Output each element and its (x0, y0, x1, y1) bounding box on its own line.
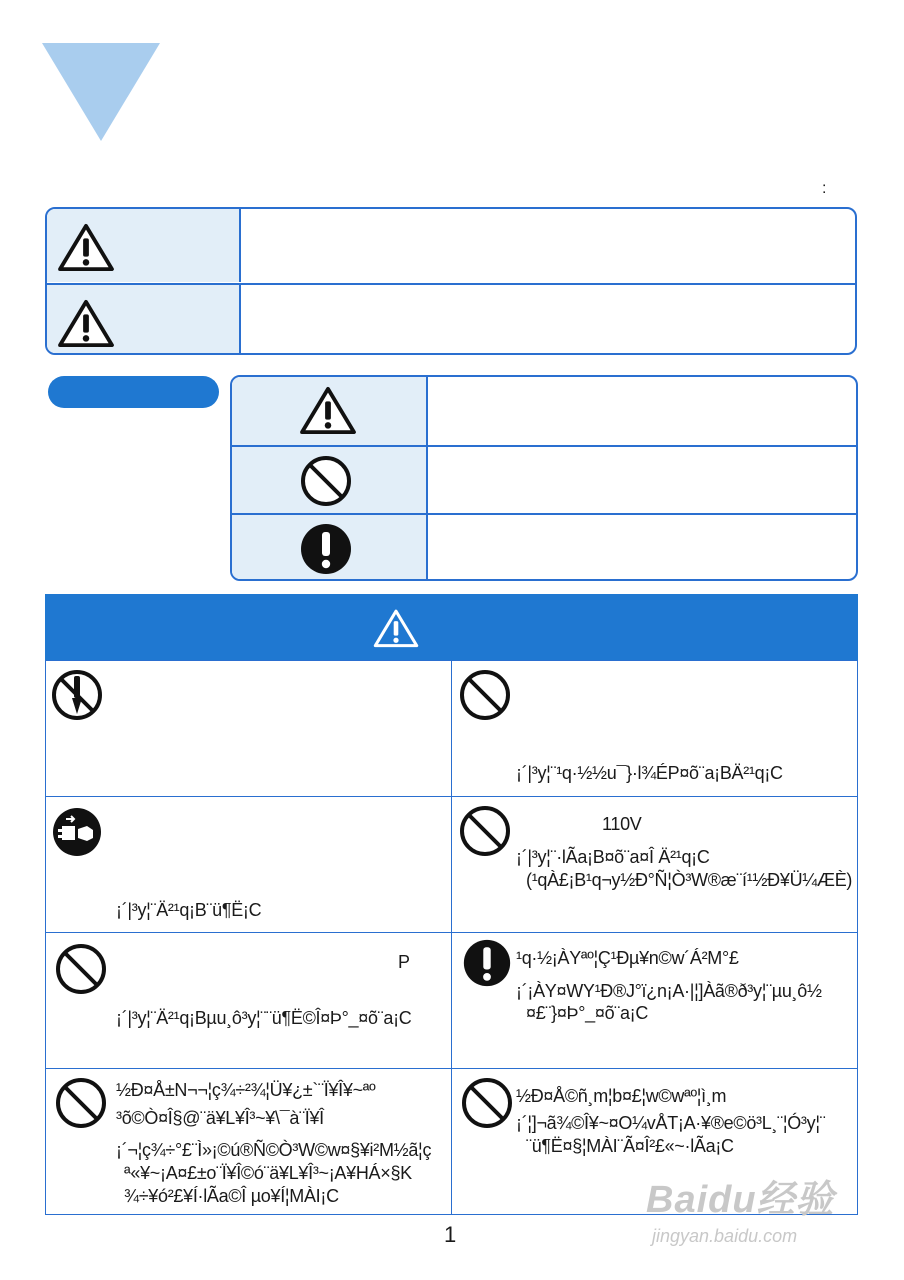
legend-row-caution (232, 377, 856, 445)
warning-text-line: ¡´|³y¦¨Ä²¹q¡Bµu¸ô³y¦¨¨ü¶Ë©Î¤Þ°_¤õ¨a¡C (116, 1008, 412, 1028)
mandatory-action-icon (299, 522, 353, 576)
signal-word-box (45, 207, 857, 355)
no-disassembly-icon (50, 668, 104, 722)
legend-icon-cell (232, 515, 428, 581)
warning-text-line: ¡´¡ÀY¤WY¹Ð®J°ï¿n¡A·|¦]Àã®ð³y¦¨µu¸ô½ (516, 981, 822, 1001)
warning-text-line: ¡´|³y¦¨·lÃa¡B¤õ¨a¤Î Ä²¹q¡C (516, 847, 710, 867)
baidu-watermark (640, 1168, 890, 1278)
warning-text-line: ¹q·½¡ÀYªº¦Ç¹Ðµ¥n©w´Á²M°£ (516, 948, 739, 968)
warning-triangle-icon (299, 385, 357, 435)
prohibition-icon (54, 942, 108, 996)
warning-text-line: ¡´|³y¦¨Ä²¹q¡B¨ü¶Ë¡C (116, 900, 262, 920)
warning-text-line: ¾÷¥ó²£¥Í·lÃa©Î µo¥Í¦MÀI¡C (124, 1186, 339, 1206)
warning-text-line: ¨ü¶Ë¤§¦MÀI¨Ã¤Î²£«~·lÃa¡C (526, 1136, 734, 1156)
table-divider (45, 1068, 858, 1069)
warning-text-line: ¡´¬¦ç¾÷°£¨Ì»¡©ú®Ñ©Ò³W©w¤§¥i²M½ã¦ç (116, 1140, 432, 1160)
table-divider (45, 796, 858, 797)
table-divider (45, 932, 858, 933)
page-number: 1 (444, 1222, 457, 1247)
symbols-label-pill (48, 376, 219, 408)
signal-icon-cell (47, 285, 241, 355)
unplug-icon (52, 807, 102, 857)
warning-text-line: (¹qÀ£¡B¹q¬y½Ð°Ñ¦Ò³W®æ¨í¹½Ð¥Ü¼ÆÈ) (526, 870, 853, 890)
warning-text-line: ½Ð¤Å±N¬¬¦ç¾÷²¾¦Ü¥¿±`¨Ï¥Î¥~ªº (116, 1080, 376, 1100)
warning-triangle-icon (57, 222, 115, 272)
watermark-logo-text: Baidu经验 (646, 1179, 835, 1221)
plug-mark: P (398, 952, 410, 972)
signal-row-warning (47, 209, 855, 282)
warning-text-line: ¤£¨}¤Þ°_¤õ¨a¡C (526, 1003, 649, 1023)
warning-text-line: ³õ©Ò¤Î§@¨ä¥L¥Î³~¥\¯à¨Ï¥Î (116, 1108, 324, 1128)
mandatory-action-icon (462, 938, 512, 988)
signal-row-caution (47, 283, 855, 355)
warning-text-line: ¡´|³y¦¨¹q·½½u¯}·l¾ÉP¤õ¨a¡BÄ²¹q¡C (516, 763, 783, 783)
prohibition-icon (54, 1076, 108, 1130)
warning-table-header (45, 594, 858, 660)
watermark-url: jingyan.baidu.com (652, 1226, 798, 1246)
signal-icon-cell (47, 209, 241, 282)
legend-row-mandatory (232, 513, 856, 581)
corner-triangle-icon (42, 43, 160, 141)
prohibition-icon (458, 804, 512, 858)
colon-mark: : (822, 180, 827, 197)
warning-text-line: ¡´¦]¬ã¾©Î¥~¤O¼vÅT¡A·¥®e©ö³L¸¨¦Ó³y¦¨ (516, 1113, 826, 1133)
warning-text-line: ª«¥~¡A¤£±o¨Ï¥Î©ó¨ä¥L¥Î³~¡A¥HÁ×§K (124, 1163, 412, 1183)
prohibition-icon (458, 668, 512, 722)
voltage-label: 110V (602, 814, 642, 834)
warning-triangle-icon (57, 298, 115, 348)
table-divider (451, 660, 452, 1215)
warning-text-line: ½Ð¤Å©ñ¸m¦b¤£¦w©wªº¦ì¸m (516, 1086, 727, 1106)
legend-icon-cell (232, 377, 428, 445)
prohibition-icon (460, 1076, 514, 1130)
symbols-legend-box (230, 375, 858, 581)
warning-triangle-icon (373, 608, 419, 648)
prohibition-icon (299, 454, 353, 508)
legend-icon-cell (232, 447, 428, 515)
legend-row-prohibited (232, 445, 856, 515)
